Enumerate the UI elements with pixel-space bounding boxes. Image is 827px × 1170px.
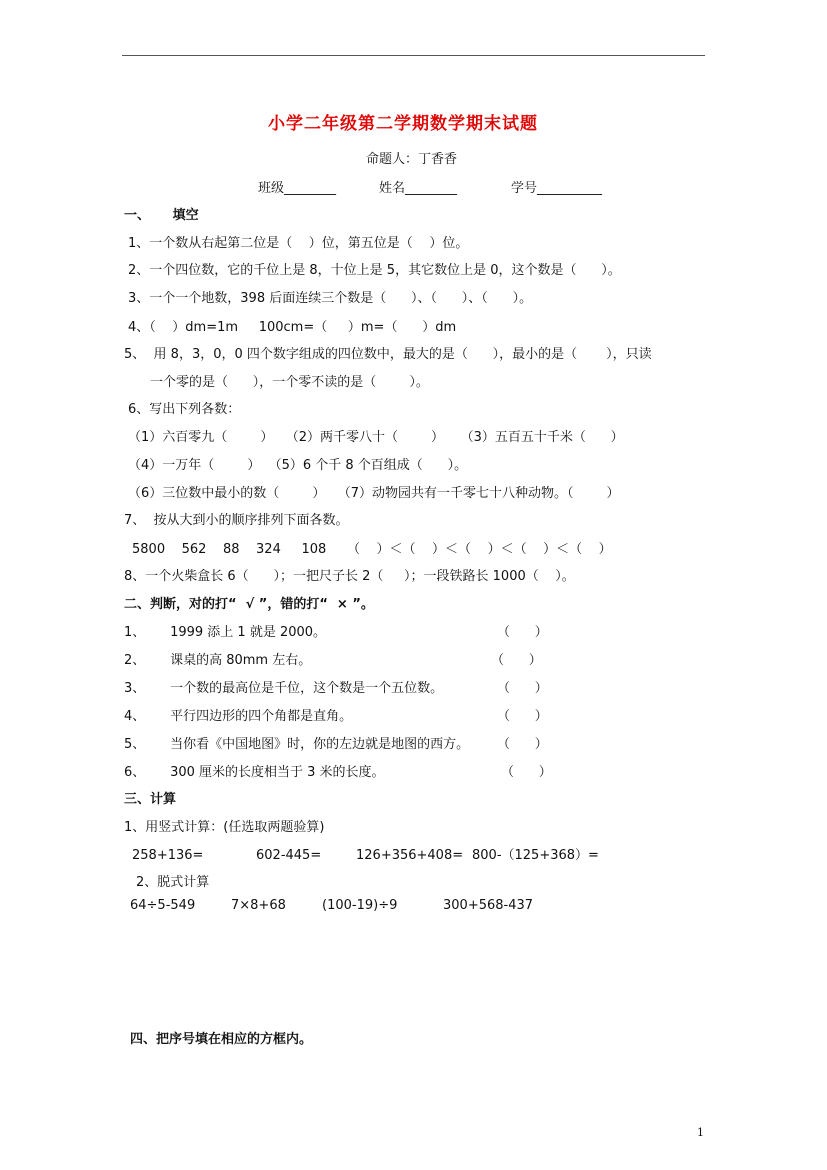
header-rule (122, 55, 705, 56)
class-field: 班级________ (258, 181, 337, 196)
page-title: 小学二年级第二学期数学期末试题 (268, 114, 538, 134)
calc1-expr-4: 800-（125+368）= (472, 848, 599, 863)
section2-heading: 二、判断，对的打“ √ ”，错的打“ × ”。 (124, 597, 374, 612)
judge-item-3: 3、 一个数的最高位是千位，这个数是一个五位数。 (124, 681, 444, 696)
calc2-expr-3: (100-19)÷9 (322, 898, 398, 913)
calc1-expr-3: 126+356+408= (356, 848, 464, 863)
judge-blank-1: （ ） (497, 625, 548, 640)
judge-item-1: 1、 1999 添上 1 就是 2000。 (124, 625, 327, 640)
judge-item-6: 6、 300 厘米的长度相当于 3 米的长度。 (124, 765, 385, 780)
calc1-expr-2: 602-445= (256, 848, 322, 863)
judge-blank-2: （ ） (491, 653, 542, 668)
question-6-row3: （6）三位数中最小的数（ ） （7）动物园共有一千零七十八种动物。（ ） (128, 486, 620, 501)
section1-heading: 一、 填空 (124, 208, 199, 223)
judge-blank-3: （ ） (497, 681, 548, 696)
judge-blank-6: （ ） (501, 765, 552, 780)
calc-sub2: 2、脱式计算 (136, 875, 210, 890)
question-6-row1: （1）六百零九（ ） （2）两千零八十（ ） （3）五百五十千米（ ） (128, 430, 624, 445)
name-field: 姓名________ (379, 181, 458, 196)
judge-blank-4: （ ） (497, 709, 548, 724)
question-7-numbers: 5800 562 88 324 108 （ ）＜（ ）＜（ ）＜（ ）＜（ ） (132, 542, 612, 557)
calc2-expr-1: 64÷5-549 (130, 898, 196, 913)
question-8: 8、一个火柴盒长 6（ ）；一把尺子长 2（ ）；一段铁路长 1000（ ）。 (124, 569, 575, 584)
calc2-expr-4: 300+568-437 (443, 898, 534, 913)
section3-heading: 三、计算 (124, 792, 177, 807)
question-4: 4、（ ）dm=1m 100cm=（ ）m=（ ）dm (128, 320, 457, 335)
question-3: 3、一个一个地数，398 后面连续三个数是（ ）、（ ）、（ ）。 (128, 291, 533, 306)
student-id-field: 学号__________ (511, 181, 603, 196)
calc2-expr-2: 7×8+68 (231, 898, 286, 913)
question-6-row2: （4）一万年（ ） （5）6 个千 8 个百组成（ ）。 (128, 458, 468, 473)
judge-blank-5: （ ） (497, 737, 548, 752)
question-6: 6、写出下列各数： (128, 402, 241, 417)
judge-item-5: 5、 当你看《中国地图》时，你的左边就是地图的西方。 (124, 737, 470, 752)
question-1: 1、一个数从右起第二位是（ ）位，第五位是（ ）位。 (128, 236, 469, 251)
judge-item-4: 4、 平行四边形的四个角都是直角。 (124, 709, 353, 724)
calc1-expr-1: 258+136= (132, 848, 204, 863)
question-5b: 一个零的是（ ），一个零不读的是（ ）。 (150, 375, 429, 390)
question-5a: 5、 用 8，3，0，0 四个数字组成的四位数中，最大的是（ ），最小的是（ ），只读 (124, 347, 652, 362)
section4-heading: 四、把序号填在相应的方框内。 (130, 1032, 313, 1047)
page-number: 1 (697, 1126, 704, 1139)
judge-item-2: 2、 课桌的高 80mm 左右。 (124, 653, 312, 668)
calc-sub1: 1、用竖式计算：(任选取两题验算) (124, 820, 325, 835)
question-2: 2、一个四位数，它的千位上是 8，十位上是 5，其它数位上是 0，这个数是（ ）。 (128, 263, 621, 278)
question-7: 7、 按从大到小的顺序排列下面各数。 (124, 513, 349, 528)
author-line: 命题人：丁香香 (366, 152, 458, 167)
